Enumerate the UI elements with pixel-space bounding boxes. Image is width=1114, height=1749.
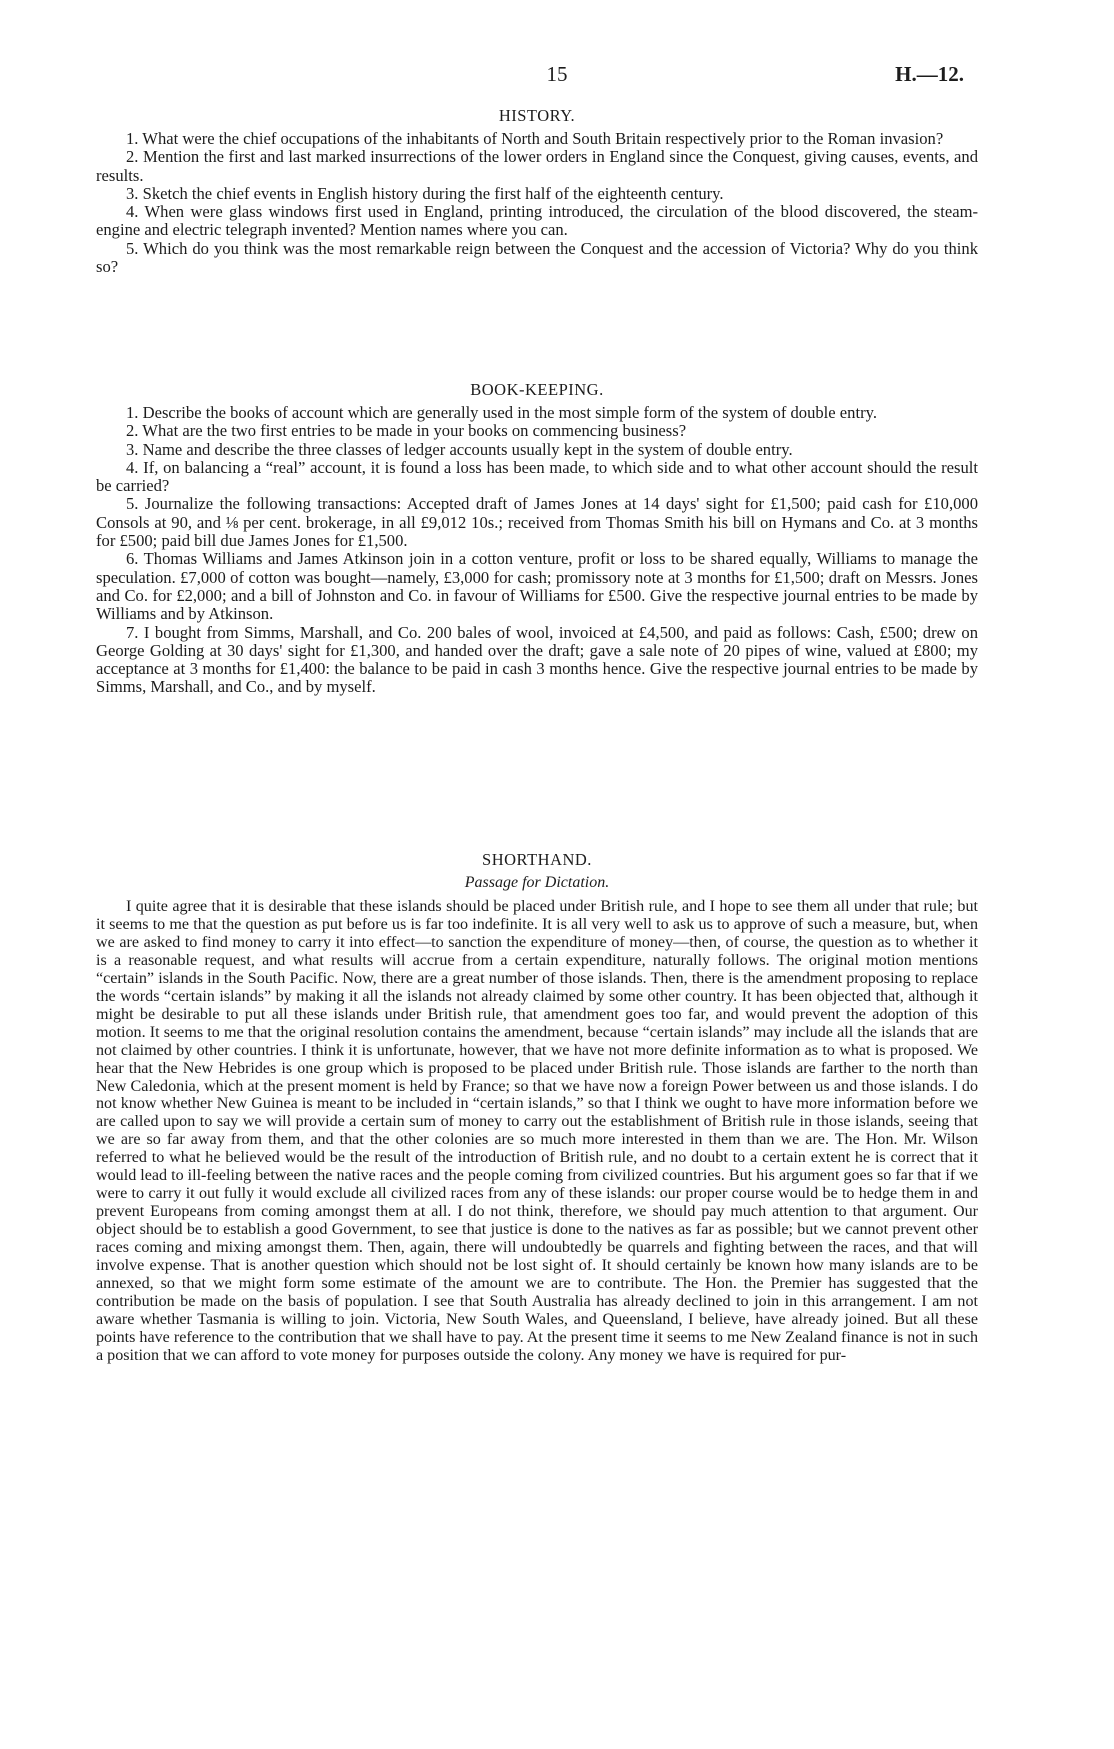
document-reference: H.—12.	[895, 62, 964, 86]
history-question: 3. Sketch the chief events in English history during the first half of the eighteenth century.	[126, 183, 724, 203]
bookkeeping-title: BOOK-KEEPING.	[470, 380, 604, 399]
shorthand-subtitle: Passage for Dictation.	[464, 874, 610, 891]
bookkeeping-question: 6. Thomas Williams and James Atkinson join in a cotton venture, profit or loss to be shared equally, Williams to manage the speculation. £7,000 of cotton was bought—namely, £3,000 for cash; promissory note at 3 months for £1,500; draft on Messrs. Jones and Co. for £2,000; and a bill of Johnston and Co. in favour of Williams for £500. Give the respective journal entries to be made by Williams and by Atkinson.	[96, 549, 978, 624]
history-title: HISTORY.	[498, 106, 576, 125]
bookkeeping-question: 1. Describe the books of account which are generally used in the most simple form of the system of double entry.	[126, 403, 877, 422]
bookkeeping-question: 3. Name and describe the three classes of ledger accounts usually kept in the system of double entry.	[126, 439, 793, 459]
bookkeeping-question: 7. I bought from Simms, Marshall, and Co. 200 bales of wool, invoiced at £4,500, and paid as follows: Cash, £500; drew on George Golding at 30 days' sight for £1,300, and handed over the draft; gave a sale note of 20 pipes of wine, valued at £800; my acceptance at 3 months for £1,400: the balance to be paid in cash 3 months hence. Give the respective journal entries to be made by Simms, Marshall, and Co., and by myself.	[96, 622, 978, 697]
page-number: 15	[546, 62, 568, 86]
dictation-passage: I quite agree that it is desirable that these islands should be placed under British rule, and I hope to see them all under that rule; but it seems to me that the question as put before us is far too indefinite. It is all very well to ask us to approve of such a measure, but, when we are asked to find money to carry it into effect—to sanction the expenditure of money—then, of course, the question as to whether it is a reasonable request, and what results will accrue from a certain expenditure, naturally follows. The original motion mentions “certain” islands in the South Pacific. Now, there are a great number of those islands. Then, there is the amendment proposing to replace the words “certain islands” by making it all the islands not already claimed by some other country. It has been objected that, although it might be desirable to put all these islands under British rule, that amendment goes too far, and would prevent the adoption of this motion. It seems to me that the original resolution contains the amendment, because “certain islands” may include all the islands that are not claimed by other countries. I think it is unfortunate, however, that we have not more definite information as to what is proposed. We hear that the New Hebrides is one group which is proposed to be placed under British rule. Those islands are farther to the north than New Caledonia, which at the present moment is held by France; so that we have now a foreign Power between us and those islands. I do not know whether New Guinea is meant to be included in “certain islands,” so that I think we ought to have more information before we are called upon to say we will provide a certain sum of money to carry out the establishment of British rule in those islands, seeing that we are so far away from them, and that the other colonies are so much more interested in them than we are. The Hon. Mr. Wilson referred to what he believed would be the result of the introduction of British rule, and no doubt to a certain extent he is correct that it would lead to ill-feeling between the native races and the people coming from civilized countries. But his argument goes so far that if we were to carry it out fully it would exclude all civilized races from any of these islands: our proper course would be to hedge them in and prevent Europeans from coming amongst them at all. I do not think, therefore, we should pay much attention to that argument. Our object should be to establish a good Government, to see that justice is done to the natives as far as possible; but we cannot prevent other races coming and mixing amongst them. Then, again, there will undoubtedly be quarrels and fighting between the races, and that will involve expense. That is another question which should not be lost sight of. It should certainly be known how many islands are to be annexed, so that we might form some estimate of the amount we are to contribute. The Hon. the Premier has suggested that the contribution be made on the basis of population. I see that South Australia has already declined to join in this arrangement. I am not aware whether Tasmania is willing to join. Victoria, New South Wales, and Queensland, I believe, have already joined. But all these points have reference to the contribution that we shall have to pay. At the present time it seems to me New Zealand finance is not in such a position that we can afford to vote money for purposes outside the colony. Any money we have is required for pur-	[96, 898, 978, 1364]
shorthand-section	[96, 850, 978, 1365]
page-header	[0, 62, 1114, 90]
bookkeeping-section	[96, 380, 978, 697]
bookkeeping-question: 2. What are the two first entries to be made in your books on commencing business?	[126, 421, 687, 441]
bookkeeping-question: 4. If, on balancing a “real” account, it is found a loss has been made, to which side and to what other account should the result be carried?	[96, 457, 978, 496]
history-question: 4. When were glass windows first used in England, printing introduced, the circulation of the blood discovered, the steam-engine and electric telegraph invented? Mention names where you can.	[96, 202, 978, 240]
history-question: 2. Mention the first and last marked insurrections of the lower orders in England since the Conquest, giving causes, events, and results.	[96, 147, 978, 185]
history-section	[96, 106, 978, 276]
history-question: 1. What were the chief occupations of the inhabitants of North and South Britain respectively prior to the Roman invasion?	[126, 129, 944, 148]
shorthand-title: SHORTHAND.	[482, 850, 592, 869]
bookkeeping-question: 5. Journalize the following transactions: Accepted draft of James Jones at 14 days' sight for £1,500; paid cash for £10,000 Consols at 90, and ⅛ per cent. brokerage, in all £9,012 10s.; received from Thomas Smith his bill on Hymans and Co. at 3 months for £500; paid bill due James Jones for £1,500.	[96, 494, 978, 551]
history-question: 5. Which do you think was the most remarkable reign between the Conquest and the accession of Victoria? Why do you think so?	[96, 238, 978, 277]
